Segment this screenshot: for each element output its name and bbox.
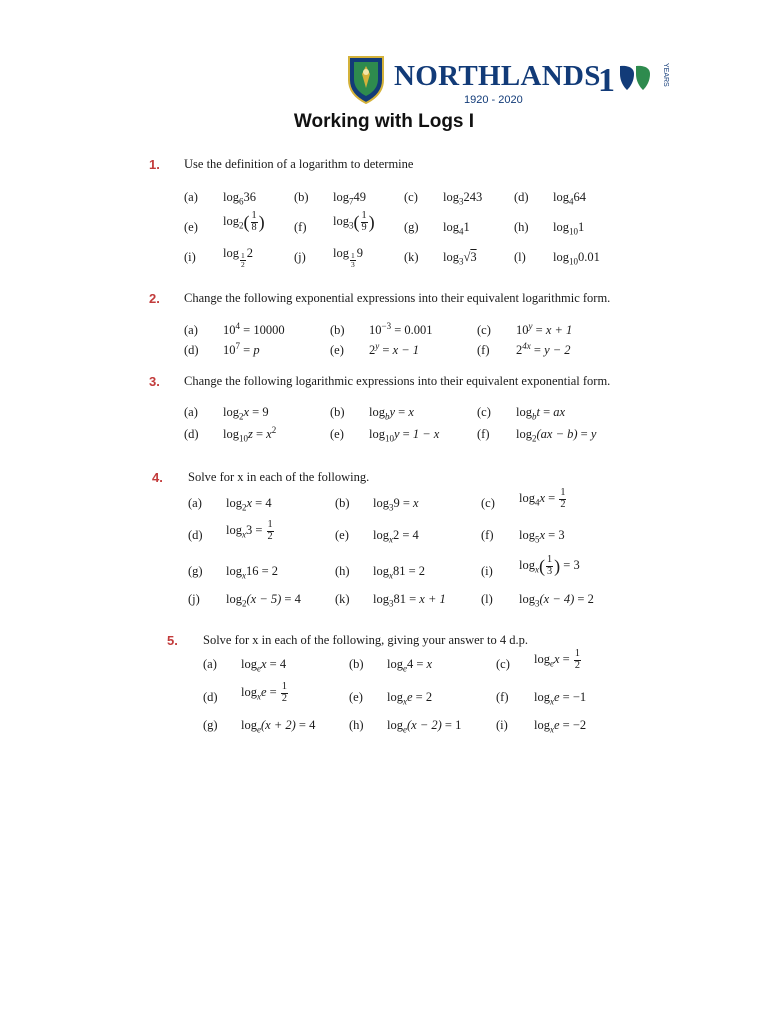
centenary-logo-icon [598, 60, 670, 96]
question-instruction: Change the following logarithmic expressions into their equivalent exponential form. [184, 374, 611, 388]
question-instruction: Use the definition of a logarithm to determine [184, 157, 414, 171]
question-number: 1. [149, 157, 160, 172]
anniversary-years: 1920 - 2020 [464, 94, 523, 106]
page-title: Working with Logs I [293, 111, 475, 132]
centenary-digit: 1 [598, 62, 615, 96]
school-crest-icon [346, 54, 386, 104]
question-instruction: Solve for x in each of the following, giving your answer to 4 d.p. [203, 633, 528, 647]
question-number: 3. [149, 374, 160, 389]
school-header [346, 54, 670, 110]
question-instruction: Change the following exponential expressions into their equivalent logarithmic form. [184, 291, 611, 305]
question-number: 2. [149, 291, 160, 306]
school-name: NORTHLANDS [394, 60, 601, 92]
question-number: 4. [152, 470, 163, 485]
question-instruction: Solve for x in each of the following. [188, 470, 370, 484]
years-vertical-text: YEARS [662, 63, 669, 87]
question-number: 5. [167, 633, 178, 648]
